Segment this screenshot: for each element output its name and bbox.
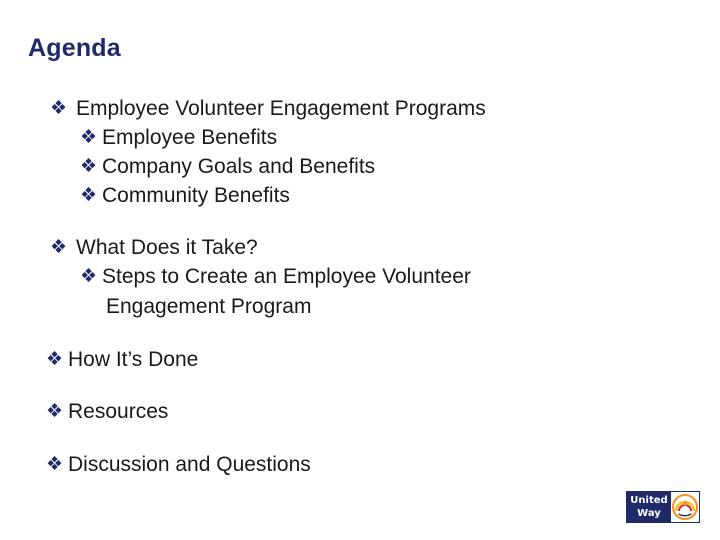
diamond-bullet-icon: ❖ [46,349,64,370]
bullet-text: How It’s Done [68,348,199,371]
diamond-bullet-icon: ❖ [46,401,64,422]
bullet-text: Community Benefits [102,184,290,207]
bullet-item-how-its-done [46,347,198,373]
bullet-text: Employee Benefits [102,126,278,149]
bullet-item-volunteer-programs [50,96,486,122]
bullet-text: Engagement Program [106,295,312,318]
bullet-item-what-does-it-take [50,235,258,261]
subbullet-item-community-benefits [80,183,290,209]
bullet-text: Steps to Create an Employee Volunteer [102,265,471,288]
bullet-text: Resources [68,400,169,423]
diamond-bullet-icon: ❖ [50,98,68,119]
logo-wordmark [627,492,671,522]
diamond-bullet-icon: ❖ [46,454,64,475]
diamond-bullet-icon: ❖ [50,237,68,258]
logo-line-2: Way [637,508,661,519]
subbullet-item-employee-benefits [80,125,277,151]
bullet-text: What Does it Take? [76,236,258,259]
diamond-bullet-icon: ❖ [80,156,98,177]
bullet-item-discussion [46,452,311,478]
logo-line-1: United [630,495,668,506]
subbullet-item-steps-to-create [80,264,471,290]
united-way-logo [626,491,700,523]
diamond-bullet-icon: ❖ [80,127,98,148]
subbullet-item-company-goals [80,154,375,180]
helping-hand-rainbow-icon [671,492,699,522]
subbullet-item-continuation [106,294,311,320]
bullet-text: Company Goals and Benefits [102,155,376,178]
diamond-bullet-icon: ❖ [80,266,98,287]
slide-title: Agenda [28,34,121,62]
diamond-bullet-icon: ❖ [80,185,98,206]
bullet-text: Employee Volunteer Engagement Programs [76,97,486,120]
emblem-graphic [672,494,698,520]
bullet-item-resources [46,399,168,425]
bullet-text: Discussion and Questions [68,453,311,476]
